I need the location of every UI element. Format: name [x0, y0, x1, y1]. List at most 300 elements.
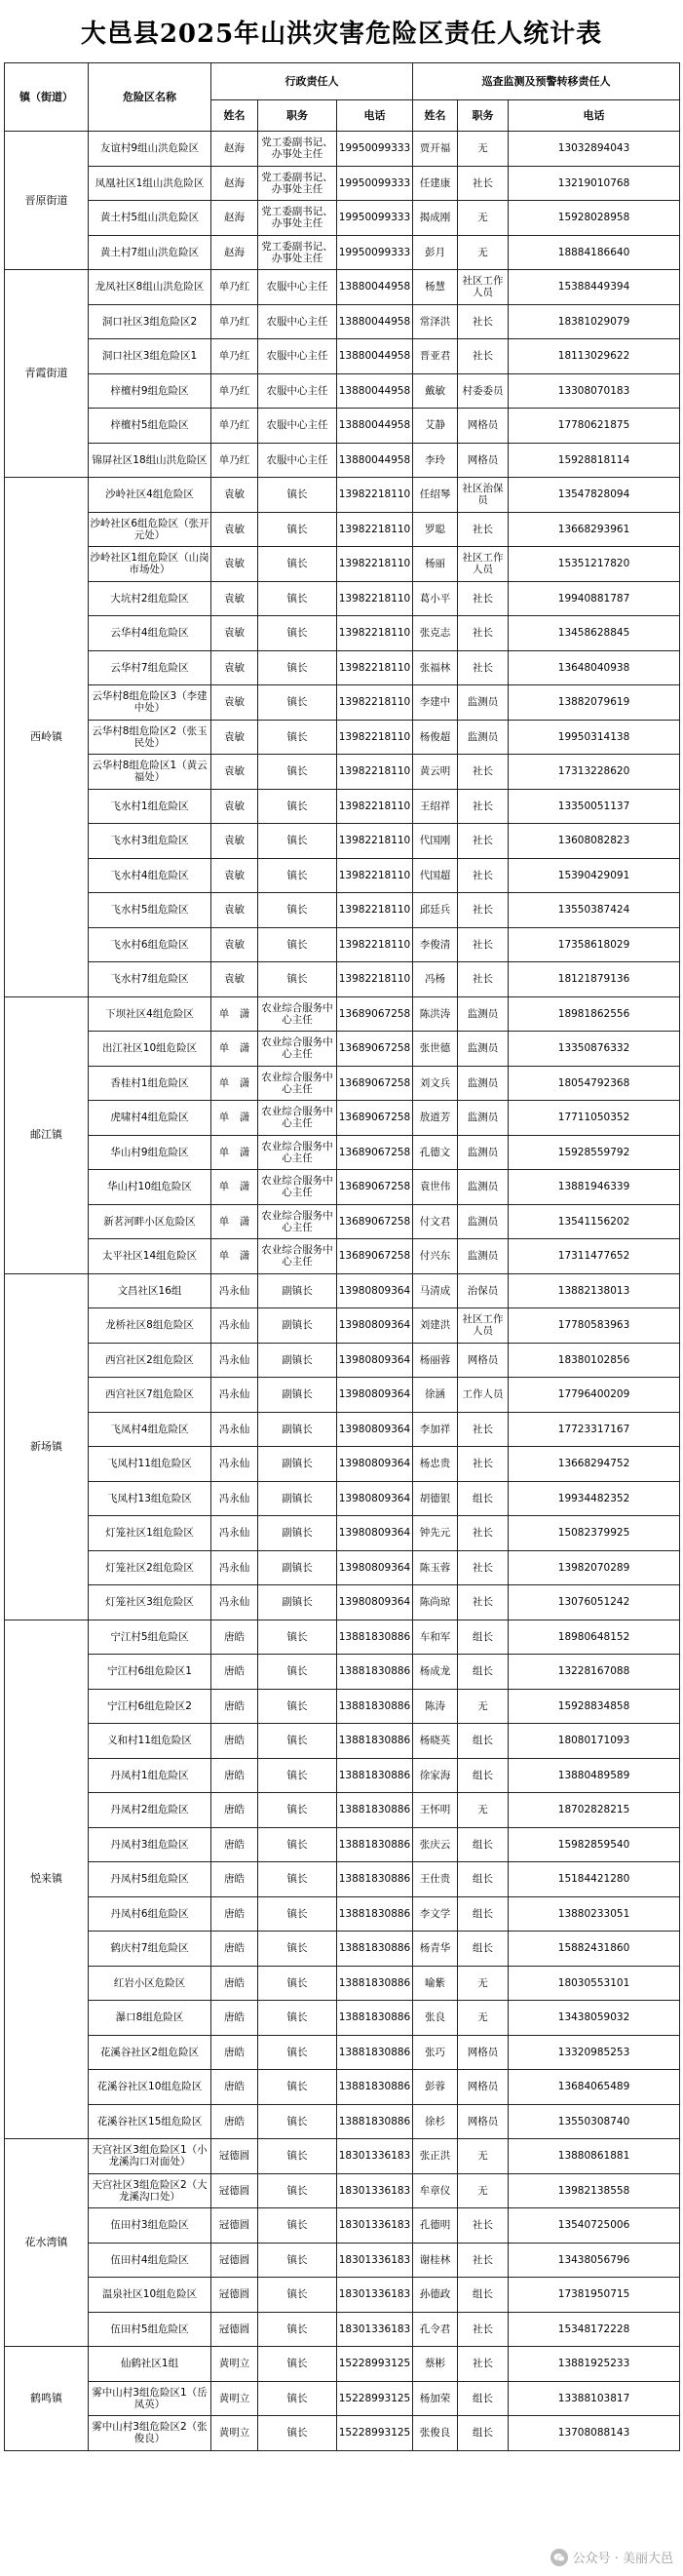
- patrol-post-cell: 无: [458, 2001, 509, 2036]
- patrol-name-cell: 杨成龙: [413, 1655, 458, 1690]
- zone-name-cell: 友谊村9组山洪危险区: [89, 132, 211, 167]
- patrol-post-cell: 社长: [458, 2347, 509, 2382]
- patrol-post-cell: 组长: [458, 1620, 509, 1655]
- table-row: [5, 235, 680, 270]
- zone-name-cell: 飞凤村4组危险区: [89, 1412, 211, 1447]
- patrol-post-cell: 社长: [458, 927, 509, 962]
- zone-name-cell: 天宫社区3组危险区2（大龙溪沟口处）: [89, 2173, 211, 2208]
- patrol-name-cell: 孔德文: [413, 1135, 458, 1170]
- admin-phone-cell: 13881830886: [337, 1862, 413, 1897]
- admin-post-cell: 镇长: [258, 1793, 337, 1828]
- table-row: [5, 893, 680, 928]
- admin-name-cell: 袁敏: [211, 858, 258, 893]
- zone-name-cell: 华山村10组危险区: [89, 1170, 211, 1205]
- table-row: [5, 789, 680, 824]
- table-row: [5, 2104, 680, 2139]
- admin-name-cell: 袁敏: [211, 547, 258, 582]
- admin-phone-cell: 13689067258: [337, 1032, 413, 1067]
- admin-phone-cell: 13980809364: [337, 1481, 413, 1516]
- table-row: [5, 409, 680, 444]
- admin-post-cell: 镇长: [258, 2208, 337, 2244]
- watermark-text: 公众号 · 美丽大邑: [572, 2552, 673, 2566]
- patrol-phone-cell: 18380102856: [509, 1343, 680, 1378]
- patrol-name-cell: 邱廷兵: [413, 893, 458, 928]
- patrol-post-cell: 村委委员: [458, 373, 509, 409]
- admin-post-cell: 副镇长: [258, 1412, 337, 1447]
- responsibility-table: [4, 62, 680, 2451]
- table-row: [5, 1655, 680, 1690]
- patrol-post-cell: 社长: [458, 789, 509, 824]
- admin-name-cell: 袁敏: [211, 685, 258, 721]
- zone-name-cell: 黄土村5组山洪危险区: [89, 201, 211, 236]
- admin-phone-cell: 13689067258: [337, 1239, 413, 1274]
- admin-post-cell: 党工委副书记、办事处主任: [258, 132, 337, 167]
- patrol-name-cell: 蔡彬: [413, 2347, 458, 2382]
- patrol-name-cell: 徐涵: [413, 1378, 458, 1413]
- admin-post-cell: 农服中心主任: [258, 339, 337, 374]
- admin-name-cell: 袁敏: [211, 650, 258, 685]
- patrol-post-cell: 网格员: [458, 409, 509, 444]
- admin-name-cell: 单乃红: [211, 443, 258, 478]
- admin-name-cell: 袁敏: [211, 893, 258, 928]
- patrol-phone-cell: 15082379925: [509, 1516, 680, 1551]
- admin-post-cell: 党工委副书记、办事处主任: [258, 201, 337, 236]
- table-row: [5, 443, 680, 478]
- patrol-post-cell: 社长: [458, 616, 509, 651]
- table-row: [5, 996, 680, 1032]
- patrol-name-cell: 李加祥: [413, 1412, 458, 1447]
- admin-phone-cell: 19950099333: [337, 166, 413, 201]
- patrol-phone-cell: 13228167088: [509, 1655, 680, 1690]
- table-row: [5, 1135, 680, 1170]
- patrol-name-cell: 张福林: [413, 650, 458, 685]
- admin-phone-cell: 13880044958: [337, 304, 413, 339]
- table-row: [5, 2070, 680, 2105]
- zone-name-cell: 文昌社区16组: [89, 1273, 211, 1308]
- patrol-name-cell: 陈涛: [413, 1689, 458, 1724]
- patrol-name-cell: 杨丽蓉: [413, 1343, 458, 1378]
- admin-name-cell: 冠德圆: [211, 2139, 258, 2174]
- zone-name-cell: 宁江村6组危险区1: [89, 1655, 211, 1690]
- admin-post-cell: 农业综合服务中心主任: [258, 1032, 337, 1067]
- admin-post-cell: 镇长: [258, 2035, 337, 2070]
- patrol-post-cell: 网格员: [458, 2035, 509, 2070]
- patrol-phone-cell: 13982138558: [509, 2173, 680, 2208]
- admin-post-cell: 镇长: [258, 2139, 337, 2174]
- patrol-post-cell: 组长: [458, 2416, 509, 2451]
- patrol-name-cell: 彭蓉: [413, 2070, 458, 2105]
- patrol-name-cell: 杨晓英: [413, 1724, 458, 1759]
- patrol-phone-cell: 15882431860: [509, 1932, 680, 1967]
- patrol-post-cell: 监测员: [458, 685, 509, 721]
- table-row: [5, 1896, 680, 1932]
- table-row: [5, 373, 680, 409]
- patrol-name-cell: 车和军: [413, 1620, 458, 1655]
- admin-phone-cell: 13982218110: [337, 824, 413, 859]
- patrol-phone-cell: 13608082823: [509, 824, 680, 859]
- admin-post-cell: 副镇长: [258, 1481, 337, 1516]
- patrol-name-cell: 冯杨: [413, 962, 458, 997]
- table-row: [5, 2139, 680, 2174]
- admin-phone-cell: 13881830886: [337, 1724, 413, 1759]
- admin-phone-cell: 13982218110: [337, 927, 413, 962]
- patrol-phone-cell: 18121879136: [509, 962, 680, 997]
- admin-name-cell: 赵海: [211, 201, 258, 236]
- admin-name-cell: 唐皓: [211, 1896, 258, 1932]
- town-cell: 晋原街道: [5, 132, 89, 270]
- patrol-post-cell: 社区工作人员: [458, 547, 509, 582]
- zone-name-cell: 丹凤村6组危险区: [89, 1896, 211, 1932]
- patrol-phone-cell: 13350051137: [509, 789, 680, 824]
- patrol-post-cell: 社长: [458, 1550, 509, 1585]
- table-row: [5, 1412, 680, 1447]
- zone-name-cell: 飞水村1组危险区: [89, 789, 211, 824]
- patrol-name-cell: 徐杉: [413, 2104, 458, 2139]
- admin-post-cell: 副镇长: [258, 1378, 337, 1413]
- zone-name-cell: 梓檀村9组危险区: [89, 373, 211, 409]
- patrol-post-cell: 组长: [458, 1724, 509, 1759]
- admin-post-cell: 镇长: [258, 962, 337, 997]
- patrol-phone-cell: 13880233051: [509, 1896, 680, 1932]
- table-row: [5, 1308, 680, 1344]
- zone-name-cell: 丹凤村3组危险区: [89, 1827, 211, 1862]
- admin-phone-cell: 13880044958: [337, 339, 413, 374]
- zone-name-cell: 云华村4组危险区: [89, 616, 211, 651]
- patrol-name-cell: 孙德政: [413, 2278, 458, 2313]
- patrol-post-cell: 组长: [458, 1481, 509, 1516]
- table-row: [5, 1758, 680, 1793]
- admin-phone-cell: 13982218110: [337, 685, 413, 721]
- patrol-post-cell: 无: [458, 2139, 509, 2174]
- patrol-name-cell: 李建中: [413, 685, 458, 721]
- admin-phone-cell: 13980809364: [337, 1550, 413, 1585]
- zone-name-cell: 梓檀村5组危险区: [89, 409, 211, 444]
- zone-name-cell: 龙桥社区8组危险区: [89, 1308, 211, 1344]
- admin-name-cell: 单 潇: [211, 1135, 258, 1170]
- patrol-name-cell: 杨加荣: [413, 2381, 458, 2416]
- admin-phone-cell: 13980809364: [337, 1343, 413, 1378]
- table-row: [5, 547, 680, 582]
- admin-post-cell: 镇长: [258, 720, 337, 755]
- patrol-phone-cell: 13076051242: [509, 1585, 680, 1620]
- admin-post-cell: 党工委副书记、办事处主任: [258, 166, 337, 201]
- table-row: [5, 720, 680, 755]
- admin-phone-cell: 13881830886: [337, 1689, 413, 1724]
- admin-name-cell: 唐皓: [211, 1932, 258, 1967]
- town-cell: 悦来镇: [5, 1620, 89, 2139]
- admin-post-cell: 镇长: [258, 512, 337, 547]
- zone-name-cell: 花溪谷社区15组危险区: [89, 2104, 211, 2139]
- patrol-name-cell: 陈玉蓉: [413, 1550, 458, 1585]
- header-patrol-group: 巡查监测及预警转移责任人: [413, 63, 680, 100]
- patrol-phone-cell: 13684065489: [509, 2070, 680, 2105]
- patrol-phone-cell: 15982859540: [509, 1827, 680, 1862]
- admin-name-cell: 袁敏: [211, 962, 258, 997]
- table-row: [5, 755, 680, 790]
- admin-phone-cell: 13982218110: [337, 616, 413, 651]
- patrol-post-cell: 社长: [458, 824, 509, 859]
- admin-post-cell: 镇长: [258, 478, 337, 513]
- zone-name-cell: 花溪谷社区10组危险区: [89, 2070, 211, 2105]
- admin-phone-cell: 13880044958: [337, 443, 413, 478]
- patrol-post-cell: 组长: [458, 1896, 509, 1932]
- patrol-post-cell: 监测员: [458, 1066, 509, 1101]
- admin-phone-cell: 13982218110: [337, 789, 413, 824]
- table-row: [5, 858, 680, 893]
- zone-name-cell: 沙岭社区4组危险区: [89, 478, 211, 513]
- patrol-phone-cell: 19934482352: [509, 1481, 680, 1516]
- patrol-phone-cell: 17796400209: [509, 1378, 680, 1413]
- zone-name-cell: 宁江村5组危险区: [89, 1620, 211, 1655]
- patrol-post-cell: 无: [458, 132, 509, 167]
- admin-post-cell: 镇长: [258, 2312, 337, 2347]
- table-row: [5, 1966, 680, 2001]
- zone-name-cell: 下坝社区4组危险区: [89, 996, 211, 1032]
- town-cell: 青霞街道: [5, 270, 89, 478]
- admin-name-cell: 黄明立: [211, 2416, 258, 2451]
- admin-phone-cell: 13980809364: [337, 1412, 413, 1447]
- admin-post-cell: 镇长: [258, 547, 337, 582]
- zone-name-cell: 丹凤村2组危险区: [89, 1793, 211, 1828]
- patrol-name-cell: 李玲: [413, 443, 458, 478]
- patrol-post-cell: 组长: [458, 1758, 509, 1793]
- zone-name-cell: 红岩小区危险区: [89, 1966, 211, 2001]
- admin-post-cell: 镇长: [258, 858, 337, 893]
- town-cell: 鹤鸣镇: [5, 2347, 89, 2451]
- admin-name-cell: 袁敏: [211, 755, 258, 790]
- admin-post-cell: 农业综合服务中心主任: [258, 1239, 337, 1274]
- zone-name-cell: 灯笼社区1组危险区: [89, 1516, 211, 1551]
- table-row: [5, 2278, 680, 2313]
- patrol-name-cell: 孔德明: [413, 2208, 458, 2244]
- admin-phone-cell: 13881830886: [337, 2070, 413, 2105]
- patrol-phone-cell: 15351217820: [509, 547, 680, 582]
- admin-name-cell: 单 潇: [211, 1066, 258, 1101]
- patrol-name-cell: 彭月: [413, 235, 458, 270]
- patrol-name-cell: 谢桂林: [413, 2243, 458, 2278]
- admin-name-cell: 冠德圆: [211, 2208, 258, 2244]
- admin-phone-cell: 13980809364: [337, 1585, 413, 1620]
- admin-name-cell: 赵海: [211, 166, 258, 201]
- zone-name-cell: 飞水村7组危险区: [89, 962, 211, 997]
- patrol-name-cell: 刘文兵: [413, 1066, 458, 1101]
- zone-name-cell: 飞水村3组危险区: [89, 824, 211, 859]
- patrol-phone-cell: 18980648152: [509, 1620, 680, 1655]
- patrol-name-cell: 喻紫: [413, 1966, 458, 2001]
- patrol-phone-cell: 15348172228: [509, 2312, 680, 2347]
- patrol-post-cell: 网格员: [458, 1343, 509, 1378]
- admin-phone-cell: 13689067258: [337, 1135, 413, 1170]
- patrol-post-cell: 监测员: [458, 720, 509, 755]
- patrol-post-cell: 社长: [458, 166, 509, 201]
- patrol-name-cell: 王仕贵: [413, 1862, 458, 1897]
- patrol-phone-cell: 13540725006: [509, 2208, 680, 2244]
- patrol-phone-cell: 17723317167: [509, 1412, 680, 1447]
- patrol-phone-cell: 13648040938: [509, 650, 680, 685]
- table-row: [5, 2347, 680, 2382]
- admin-post-cell: 副镇长: [258, 1585, 337, 1620]
- patrol-phone-cell: 13550387424: [509, 893, 680, 928]
- patrol-post-cell: 社长: [458, 1412, 509, 1447]
- patrol-post-cell: 社长: [458, 1516, 509, 1551]
- admin-phone-cell: 18301336183: [337, 2139, 413, 2174]
- admin-post-cell: 镇长: [258, 1862, 337, 1897]
- patrol-name-cell: 陈尚琼: [413, 1585, 458, 1620]
- admin-phone-cell: 13689067258: [337, 1101, 413, 1136]
- zone-name-cell: 瀑口8组危险区: [89, 2001, 211, 2036]
- admin-post-cell: 镇长: [258, 616, 337, 651]
- admin-name-cell: 唐皓: [211, 1862, 258, 1897]
- patrol-post-cell: 社区工作人员: [458, 1308, 509, 1344]
- patrol-name-cell: 杨慧: [413, 270, 458, 305]
- table-row: [5, 2243, 680, 2278]
- admin-name-cell: 冯永仙: [211, 1447, 258, 1482]
- zone-name-cell: 飞水村5组危险区: [89, 893, 211, 928]
- patrol-post-cell: 社区工作人员: [458, 270, 509, 305]
- patrol-phone-cell: 13882138013: [509, 1273, 680, 1308]
- admin-post-cell: 镇长: [258, 755, 337, 790]
- patrol-name-cell: 贾开福: [413, 132, 458, 167]
- patrol-name-cell: 张巧: [413, 2035, 458, 2070]
- admin-phone-cell: 18301336183: [337, 2278, 413, 2313]
- admin-phone-cell: 13982218110: [337, 893, 413, 928]
- admin-name-cell: 冯永仙: [211, 1308, 258, 1344]
- patrol-phone-cell: 13880861881: [509, 2139, 680, 2174]
- table-row: [5, 339, 680, 374]
- admin-name-cell: 唐皓: [211, 1758, 258, 1793]
- patrol-post-cell: 社长: [458, 858, 509, 893]
- patrol-name-cell: 张良: [413, 2001, 458, 2036]
- zone-name-cell: 新茗河畔小区危险区: [89, 1204, 211, 1239]
- patrol-phone-cell: 13438056796: [509, 2243, 680, 2278]
- admin-name-cell: 单 潇: [211, 1170, 258, 1205]
- admin-name-cell: 单乃红: [211, 304, 258, 339]
- patrol-post-cell: 社长: [458, 512, 509, 547]
- table-row: [5, 478, 680, 513]
- patrol-name-cell: 晋亚君: [413, 339, 458, 374]
- patrol-name-cell: 黄云明: [413, 755, 458, 790]
- zone-name-cell: 凤凰社区1组山洪危险区: [89, 166, 211, 201]
- admin-post-cell: 镇长: [258, 893, 337, 928]
- patrol-phone-cell: 13350876332: [509, 1032, 680, 1067]
- zone-name-cell: 西宫社区7组危险区: [89, 1378, 211, 1413]
- admin-post-cell: 党工委副书记、办事处主任: [258, 235, 337, 270]
- patrol-phone-cell: 13881925233: [509, 2347, 680, 2382]
- admin-name-cell: 单 潇: [211, 1239, 258, 1274]
- admin-name-cell: 冯永仙: [211, 1516, 258, 1551]
- admin-post-cell: 农业综合服务中心主任: [258, 996, 337, 1032]
- table-row: [5, 1481, 680, 1516]
- wechat-icon: [550, 2549, 568, 2566]
- header-town: 镇（街道）: [5, 63, 89, 132]
- patrol-post-cell: 无: [458, 1966, 509, 2001]
- zone-name-cell: 虎啸村4组危险区: [89, 1101, 211, 1136]
- admin-phone-cell: 13982218110: [337, 720, 413, 755]
- patrol-name-cell: 杨青华: [413, 1932, 458, 1967]
- zone-name-cell: 花溪谷社区2组危险区: [89, 2035, 211, 2070]
- patrol-post-cell: 网格员: [458, 2104, 509, 2139]
- patrol-name-cell: 刘建洪: [413, 1308, 458, 1344]
- admin-post-cell: 副镇长: [258, 1550, 337, 1585]
- patrol-post-cell: 监测员: [458, 1135, 509, 1170]
- admin-phone-cell: 13982218110: [337, 547, 413, 582]
- zone-name-cell: 丹凤村1组危险区: [89, 1758, 211, 1793]
- admin-post-cell: 镇长: [258, 1724, 337, 1759]
- admin-post-cell: 镇长: [258, 1758, 337, 1793]
- admin-name-cell: 唐皓: [211, 2070, 258, 2105]
- page-title: 大邑县2025年山洪灾害危险区责任人统计表: [80, 19, 603, 49]
- admin-post-cell: 镇长: [258, 824, 337, 859]
- table-row: [5, 685, 680, 721]
- zone-name-cell: 华山村9组危险区: [89, 1135, 211, 1170]
- patrol-phone-cell: 15928834858: [509, 1689, 680, 1724]
- zone-name-cell: 大坑村2组危险区: [89, 581, 211, 616]
- patrol-post-cell: 组长: [458, 2381, 509, 2416]
- admin-name-cell: 黄明立: [211, 2381, 258, 2416]
- admin-post-cell: 镇长: [258, 1620, 337, 1655]
- admin-post-cell: 副镇长: [258, 1273, 337, 1308]
- admin-post-cell: 镇长: [258, 2104, 337, 2139]
- admin-name-cell: 单乃红: [211, 373, 258, 409]
- admin-name-cell: 单 潇: [211, 996, 258, 1032]
- patrol-post-cell: 无: [458, 235, 509, 270]
- admin-phone-cell: 13982218110: [337, 512, 413, 547]
- table-row: [5, 1066, 680, 1101]
- patrol-name-cell: 张庆云: [413, 1827, 458, 1862]
- patrol-name-cell: 代国刚: [413, 824, 458, 859]
- admin-phone-cell: 13689067258: [337, 1066, 413, 1101]
- admin-name-cell: 袁敏: [211, 581, 258, 616]
- admin-post-cell: 镇长: [258, 650, 337, 685]
- admin-phone-cell: 19950099333: [337, 235, 413, 270]
- table-row: [5, 616, 680, 651]
- admin-phone-cell: 13980809364: [337, 1378, 413, 1413]
- patrol-phone-cell: 17780621875: [509, 409, 680, 444]
- patrol-post-cell: 社长: [458, 2312, 509, 2347]
- patrol-name-cell: 徐家海: [413, 1758, 458, 1793]
- admin-phone-cell: 13980809364: [337, 1308, 413, 1344]
- admin-post-cell: 镇长: [258, 2416, 337, 2451]
- patrol-phone-cell: 13982070289: [509, 1550, 680, 1585]
- patrol-name-cell: 张正洪: [413, 2139, 458, 2174]
- zone-name-cell: 伍田村5组危险区: [89, 2312, 211, 2347]
- patrol-name-cell: 马清成: [413, 1273, 458, 1308]
- patrol-post-cell: 无: [458, 2173, 509, 2208]
- admin-post-cell: 镇长: [258, 1932, 337, 1967]
- patrol-phone-cell: 18381029079: [509, 304, 680, 339]
- patrol-name-cell: 揭成刚: [413, 201, 458, 236]
- table-row: [5, 1516, 680, 1551]
- table-row: [5, 1724, 680, 1759]
- patrol-phone-cell: 19940881787: [509, 581, 680, 616]
- zone-name-cell: 宁江村6组危险区2: [89, 1689, 211, 1724]
- patrol-phone-cell: 18884186640: [509, 235, 680, 270]
- patrol-post-cell: 组长: [458, 1932, 509, 1967]
- table-row: [5, 1793, 680, 1828]
- patrol-post-cell: 社长: [458, 2208, 509, 2244]
- patrol-post-cell: 监测员: [458, 1032, 509, 1067]
- admin-post-cell: 镇长: [258, 2070, 337, 2105]
- town-cell: 邮江镇: [5, 996, 89, 1273]
- admin-post-cell: 镇长: [258, 1827, 337, 1862]
- table-row: [5, 824, 680, 859]
- admin-phone-cell: 13881830886: [337, 1932, 413, 1967]
- admin-phone-cell: 13689067258: [337, 1204, 413, 1239]
- admin-post-cell: 农服中心主任: [258, 270, 337, 305]
- patrol-name-cell: 王绍祥: [413, 789, 458, 824]
- table-row: [5, 1170, 680, 1205]
- patrol-phone-cell: 17381950715: [509, 2278, 680, 2313]
